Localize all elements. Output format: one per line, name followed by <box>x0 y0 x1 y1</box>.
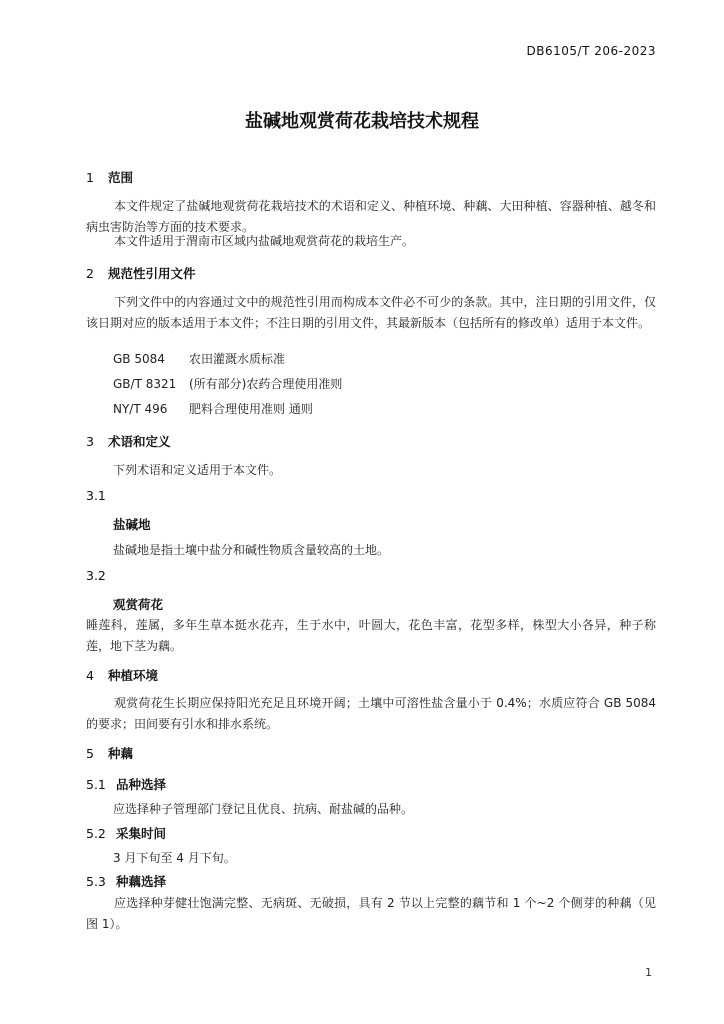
subsection-number: 5.3 <box>86 874 106 889</box>
section-4-heading <box>86 666 158 684</box>
reference-name: (所有部分)农药合理使用准则 <box>189 377 343 391</box>
term-number: 3.1 <box>86 488 106 503</box>
term-title: 盐碱地 <box>113 517 151 532</box>
section-3-paragraph-1: 下列术语和定义适用于本文件。 <box>113 463 282 477</box>
subsection-5-2-text: 3 月下旬至 4 月下旬。 <box>113 851 236 865</box>
section-number: 3 <box>86 434 94 449</box>
subsection-title: 采集时间 <box>116 826 167 841</box>
reference-name: 肥料合理使用准则 通则 <box>189 402 313 416</box>
section-1-paragraph-2: 本文件适用于渭南市区域内盐碱地观赏荷花的栽培生产。 <box>114 234 415 248</box>
page-number: 1 <box>645 966 652 979</box>
section-title: 种植环境 <box>108 668 159 683</box>
section-3-heading <box>86 432 171 450</box>
reference-code: GB 5084 <box>113 352 165 366</box>
term-definition: 睡莲科，莲属，多年生草本挺水花卉，生于水中，叶圆大，花色丰富，花型多样，株型大小各异，种子称莲，地下茎为藕。 <box>86 618 656 653</box>
subsection-5-3-heading <box>86 872 166 890</box>
section-title: 范围 <box>108 170 134 185</box>
section-number: 2 <box>86 266 94 281</box>
subsection-5-2-heading <box>86 824 166 842</box>
standard-code: DB6105/T 206-2023 <box>526 44 656 58</box>
section-4-paragraph-1: 观赏荷花生长期应保持阳光充足且环境开阔；土壤中可溶性盐含量小于 0.4%；水质应符合 GB 5084 的要求；田间要有引水和排水系统。 <box>86 696 656 731</box>
term-number: 3.2 <box>86 568 106 583</box>
subsection-number: 5.2 <box>86 826 106 841</box>
reference-code: NY/T 496 <box>113 402 168 416</box>
section-2-heading <box>86 264 196 282</box>
reference-item <box>113 350 285 367</box>
document-title: 盐碱地观赏荷花栽培技术规程 <box>245 111 479 132</box>
reference-item <box>113 375 342 392</box>
section-title: 规范性引用文件 <box>108 266 196 281</box>
subsection-5-1-heading <box>86 775 166 793</box>
reference-name: 农田灌溉水质标准 <box>189 352 286 366</box>
subsection-5-3-text: 应选择种芽健壮饱满完整、无病斑、无破损，具有 2 节以上完整的藕节和 1 个~2 个侧芽的种藕（见图 1）。 <box>86 896 656 931</box>
section-number: 1 <box>86 170 94 185</box>
term-title: 观赏荷花 <box>113 597 164 612</box>
section-2-paragraph-1: 下列文件中的内容通过文中的规范性引用而构成本文件必不可少的条款。其中，注日期的引用文件，仅该日期对应的版本适用于本文件；不注日期的引用文件，其最新版本（包括所有的修改单）适用于本文件。 <box>86 295 656 330</box>
subsection-5-1-text: 应选择种子管理部门登记且优良、抗病、耐盐碱的品种。 <box>113 802 414 816</box>
reference-code: GB/T 8321 <box>113 377 177 391</box>
reference-item <box>113 400 313 417</box>
section-title: 种藕 <box>108 746 134 761</box>
subsection-number: 5.1 <box>86 777 106 792</box>
section-5-heading <box>86 744 133 762</box>
term-definition: 盐碱地是指土壤中盐分和碱性物质含量较高的土地。 <box>113 543 390 557</box>
section-title: 术语和定义 <box>108 434 171 449</box>
section-number: 5 <box>86 746 94 761</box>
section-1-heading <box>86 168 133 186</box>
section-number: 4 <box>86 668 94 683</box>
subsection-title: 品种选择 <box>116 777 167 792</box>
subsection-title: 种藕选择 <box>116 874 167 889</box>
section-1-paragraph-1: 本文件规定了盐碱地观赏荷花栽培技术的术语和定义、种植环境、种藕、大田种植、容器种植、越冬和病虫害防治等方面的技术要求。 <box>86 199 656 234</box>
